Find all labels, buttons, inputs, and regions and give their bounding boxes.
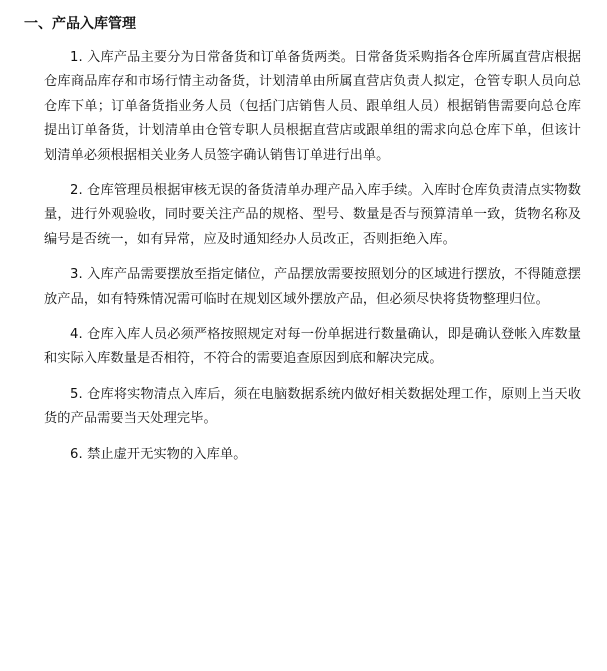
- paragraph-5: 5. 仓库将实物清点入库后，须在电脑数据系统内做好相关数据处理工作，原则上当天收货的产品需要当天处理完毕。: [44, 386, 581, 427]
- section-heading: 一、产品入库管理: [24, 16, 136, 32]
- paragraph-4: 4. 仓库入库人员必须严格按照规定对每一份单据进行数量确认，即是确认登帐入库数量和实际入库数量是否相符，不符合的需要追查原因到底和解决完成。: [44, 327, 581, 367]
- paragraph-6: 6. 禁止虚开无实物的入库单。: [70, 446, 247, 462]
- paragraph-2: 2. 仓库管理员根据审核无误的备货清单办理产品入库手续。入库时仓库负责清点实物数量，进行外观验收，同时要关注产品的规格、型号、数量是否与预算清单一致，货物名称及编号是否统一，如有异常，应及时通知经办人员改正，否则拒绝入库。: [44, 183, 581, 247]
- paragraph-1: 1. 入库产品主要分为日常备货和订单备货两类。日常备货采购指各仓库所属直营店根据仓库商品库存和市场行情主动备货，计划清单由所属直营店负责人拟定，仓管专职人员向总仓库下单；订单备货指业务人员（包括门店销售人员、跟单组人员）根据销售需要向总仓库提出订单备货，计划清单由仓管专职人员根据直营店或跟单组的需求向总仓库下单，但该计划清单必须根据相关业务人员签字确认销售订单进行出单。: [44, 50, 581, 163]
- paragraph-3: 3. 入库产品需要摆放至指定储位，产品摆放需要按照划分的区域进行摆放，不得随意摆放产品，如有特殊情况需可临时在规划区域外摆放产品，但必须尽快将货物整理归位。: [44, 267, 581, 307]
